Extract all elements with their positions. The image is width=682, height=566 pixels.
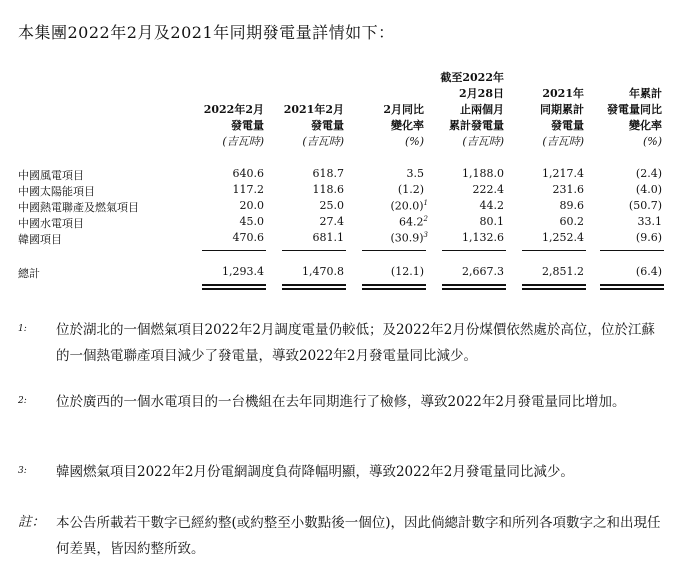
col-header-2: 2021年2月 發電量 (吉瓦時) xyxy=(283,103,344,148)
row-label: 中國水電項目 xyxy=(18,217,84,230)
note-2: 位於廣西的一個水電項目的一台機組在去年同期進行了檢修，導致2022年2月發電量同比增加。 xyxy=(56,394,626,410)
table-cell: 60.2 xyxy=(559,215,584,228)
rule-line xyxy=(600,250,664,251)
table-cell: 25.0 xyxy=(319,199,344,212)
table-cell: 80.1 xyxy=(479,215,504,228)
table-cell: (4.0) xyxy=(635,183,662,196)
col-header-3: 2月同比 變化率 (%) xyxy=(383,103,424,148)
note-1: 位於湖北的一個燃氣項目2022年2月調度電量仍較低；及2022年2月份煤價依然處於高位，位於江蘇的一個熱電聯產項目減少了發電量，導致2022年2月發電量同比減少。 xyxy=(56,322,655,364)
footnote-ref: 3 xyxy=(423,231,428,239)
total-cell: 2,667.3 xyxy=(462,265,504,278)
table-cell: 27.4 xyxy=(319,215,344,228)
rule-line xyxy=(442,284,506,286)
total-cell: 1,293.4 xyxy=(222,265,264,278)
table-cell: $(30.9)^3$ xyxy=(390,231,428,245)
col-header-6: 年累計 發電量同比 變化率 (%) xyxy=(607,87,662,148)
rule-line xyxy=(522,250,586,251)
total-cell: (12.1) xyxy=(390,265,424,278)
rule-line xyxy=(362,250,426,251)
table-cell: (9.6) xyxy=(635,231,662,244)
remark-label: 註： xyxy=(18,514,45,530)
row-label: 韓國項目 xyxy=(18,233,62,246)
table-cell: 64.2$^2$ xyxy=(399,215,428,229)
rule-line xyxy=(442,250,506,251)
table-cell: $(20.0)^1$ xyxy=(390,199,428,213)
table-cell: 1,188.0 xyxy=(462,167,504,180)
total-cell: (6.4) xyxy=(635,265,662,278)
note-marker-3: 3: xyxy=(18,466,27,476)
remark-text: 本公告所載若干數字已經約整(或約整至小數點後一個位)，因此倘總計數字和所列各項數字之和出現任何差異，皆因約整所致。 xyxy=(56,515,661,557)
rule-line xyxy=(282,288,346,290)
col-header-1: 2022年2月 發電量 (吉瓦時) xyxy=(203,103,264,148)
table-cell: 45.0 xyxy=(239,215,264,228)
rule-line xyxy=(282,250,346,251)
table-cell: 20.0 xyxy=(239,199,264,212)
rule-line xyxy=(202,284,266,286)
table-cell: 117.2 xyxy=(232,183,264,196)
footnote-ref: 1 xyxy=(423,199,428,207)
table-cell: 33.1 xyxy=(637,215,662,228)
note-marker-2: 2: xyxy=(18,396,27,406)
rule-line xyxy=(522,288,586,290)
table-cell: 640.6 xyxy=(232,167,264,180)
row-label: 中國風電項目 xyxy=(18,169,84,182)
page-title: 本集團2022年2月及2021年同期發電量詳情如下： xyxy=(18,23,395,42)
rule-line xyxy=(442,288,506,290)
table-cell: (50.7) xyxy=(628,199,662,212)
rule-line xyxy=(362,284,426,286)
table-cell: 1,132.6 xyxy=(462,231,504,244)
rule-line xyxy=(600,288,664,290)
table-cell: 222.4 xyxy=(472,183,504,196)
rule-line xyxy=(282,284,346,286)
table-cell: (2.4) xyxy=(635,167,662,180)
col-header-5: 2021年 同期累計 發電量 (吉瓦時) xyxy=(540,87,584,148)
table-cell: 44.2 xyxy=(479,199,504,212)
footnote-ref: 2 xyxy=(423,215,428,223)
table-cell: 681.1 xyxy=(312,231,344,244)
row-label: 中國熱電聯產及燃氣項目 xyxy=(18,201,139,214)
rule-line xyxy=(202,250,266,251)
table-cell: 470.6 xyxy=(232,231,264,244)
table-cell: 618.7 xyxy=(312,167,344,180)
rule-line xyxy=(600,284,664,286)
table-cell: 3.5 xyxy=(406,167,424,180)
table-cell: 118.6 xyxy=(312,183,344,196)
table-cell: 231.6 xyxy=(552,183,584,196)
note-3: 韓國燃氣項目2022年2月份電網調度負荷降幅明顯，導致2022年2月發電量同比減少。 xyxy=(56,464,574,480)
rule-line xyxy=(522,284,586,286)
table-cell: (1.2) xyxy=(397,183,424,196)
total-cell: 2,851.2 xyxy=(542,265,584,278)
table-cell: 1,217.4 xyxy=(542,167,584,180)
rule-line xyxy=(202,288,266,290)
rule-line xyxy=(362,288,426,290)
total-label: 總計 xyxy=(18,267,40,280)
note-marker-1: 1: xyxy=(18,324,27,334)
table-cell: 89.6 xyxy=(559,199,584,212)
col-header-4: 截至2022年 2月28日 止兩個月 累計發電量 (吉瓦時) xyxy=(440,71,504,148)
row-label: 中國太陽能項目 xyxy=(18,185,95,198)
total-cell: 1,470.8 xyxy=(302,265,344,278)
table-cell: 1,252.4 xyxy=(542,231,584,244)
